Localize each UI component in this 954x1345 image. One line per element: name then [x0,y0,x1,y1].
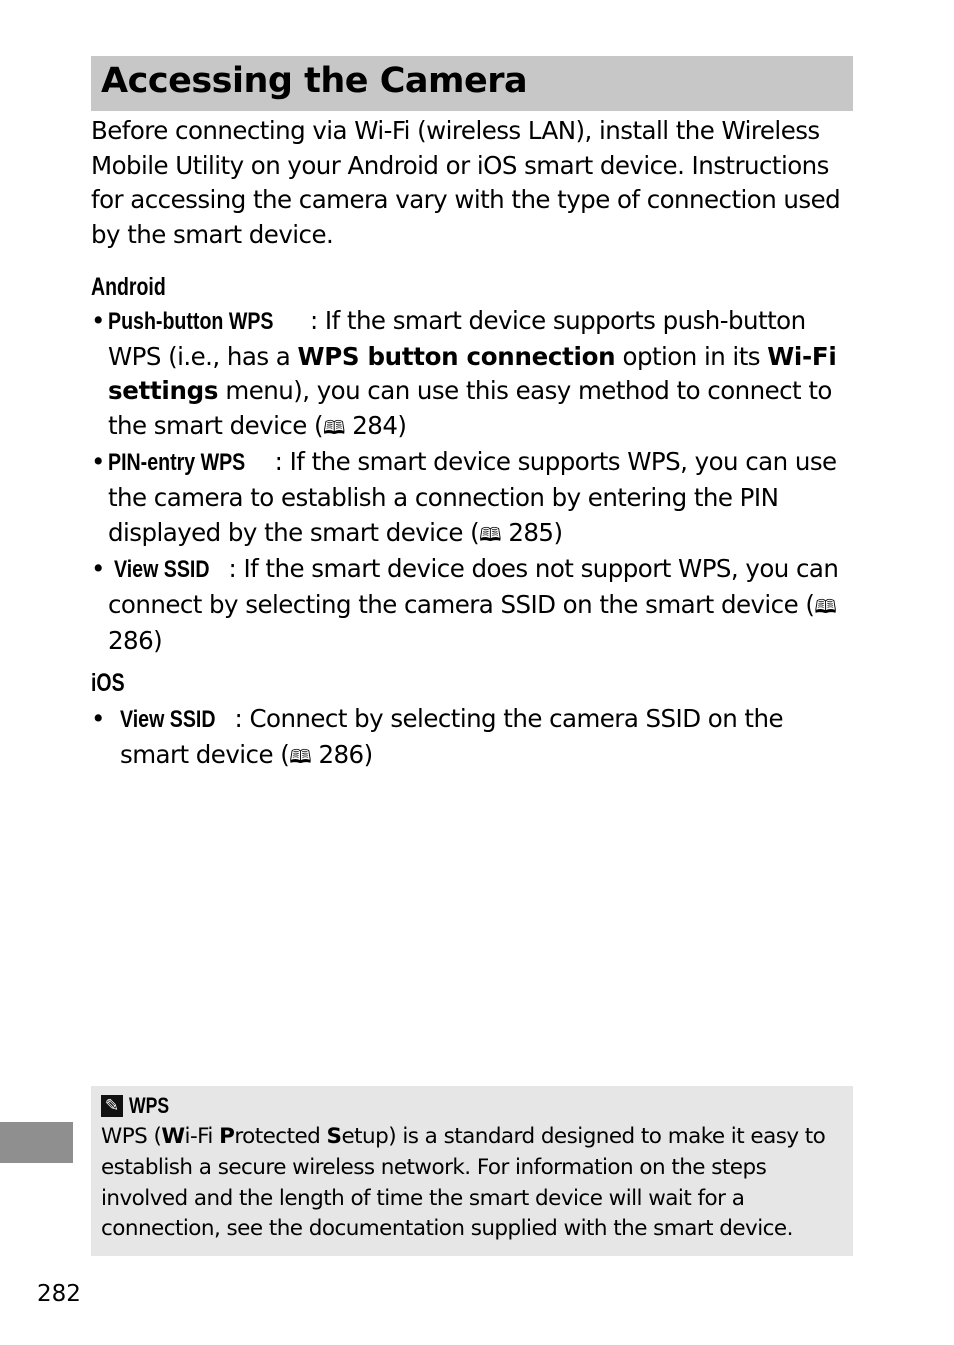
bullet-icon: • [91,554,105,584]
section-title-bar [91,56,853,111]
note-body: WPS (Wi-Fi Protected Setup) is a standard designed to make it easy to establish a secure wireless network. For information on the steps involved and the length of time the smart device will wait for a connection, see the documentation supplied with the smart device. [101,1124,826,1242]
android-list [91,304,853,659]
book-reference-icon: 🕮 [814,594,837,618]
list-item-push-button-wps: • Push-button WPS : If the smart device supports push-button WPS (i.e., has a WPS button connection option in its Wi-Fi settings menu), you can use this easy method to connect to the smart device (🕮 284) [91,306,837,440]
list-item-view-ssid: • View SSID : If the smart device does not support WPS, you can connect by selecting the camera SSID on the smart device (🕮 286) [91,554,839,656]
page-reference[interactable]: 286 [108,626,154,656]
menu-option-name: WPS button connection [297,341,616,371]
page-reference[interactable]: 284 [352,410,398,440]
bullet-icon: • [91,306,105,335]
pencil-icon: ✎ [101,1095,123,1117]
book-reference-icon: 🕮 [289,744,312,768]
page-number: 282 [37,1281,81,1307]
term-pin-entry-wps: PIN-entry WPS [108,449,246,477]
list-item-ios-view-ssid: • View SSID : Connect by selecting the camera SSID on the smart device (🕮 286) [91,704,783,769]
intro-paragraph: Before connecting via Wi-Fi (wireless LAN), install the Wireless Mobile Utility on your Android or iOS smart device. Instructions for accessing the camera vary with the type of connection used by the smart device. [91,116,841,249]
term-view-ssid: View SSID [120,706,216,733]
term-push-button-wps: Push-button WPS [108,308,274,335]
chapter-side-tab [0,1122,73,1163]
menu-name: Wi-Fi settings [108,341,837,406]
term-view-ssid: View SSID [114,556,210,584]
book-reference-icon: 🕮 [479,522,502,546]
ios-list [91,702,853,774]
book-reference-icon: 🕮 [323,415,346,439]
page-reference[interactable]: 286 [318,739,364,769]
note-header [101,1094,179,1118]
note-box-wps [91,1086,853,1256]
note-title: WPS [129,1093,170,1118]
page-reference[interactable]: 285 [508,517,554,547]
ios-heading: iOS [91,669,125,697]
list-item-pin-entry-wps: • PIN-entry WPS : If the smart device supports WPS, you can use the camera to establish a connection by entering the PIN displayed by the smart device (🕮 285) [91,447,837,547]
android-heading: Android [91,273,166,301]
page-title: Accessing the Camera [101,61,528,101]
bullet-icon: • [91,704,105,733]
bullet-icon: • [91,447,105,477]
